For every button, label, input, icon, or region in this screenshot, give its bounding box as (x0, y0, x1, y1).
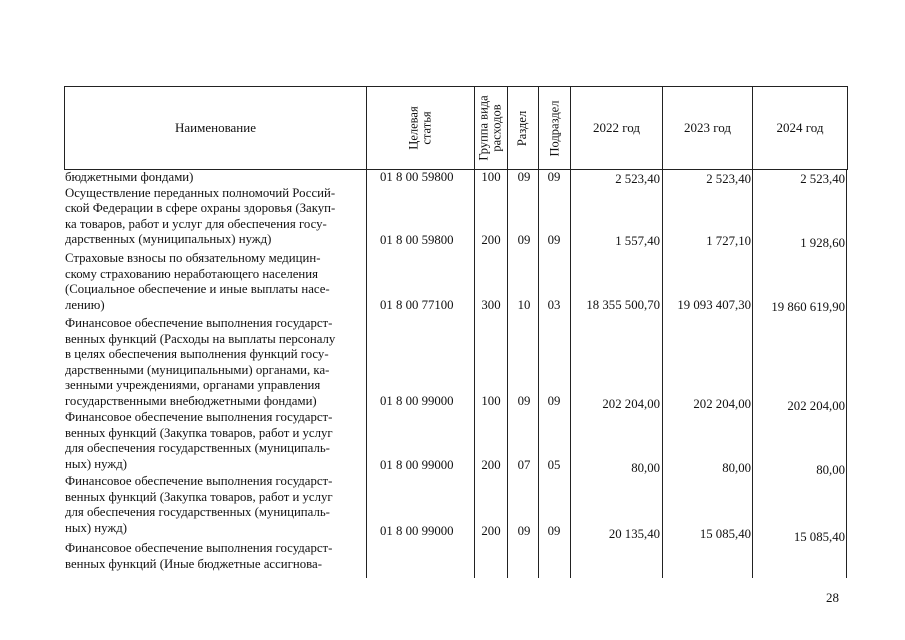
row-name-line: венных функций (Иные бюджетные ассигнова- (65, 556, 322, 571)
row-value-2022: 2 523,40 (615, 172, 660, 186)
header-section (508, 87, 539, 169)
row-name-line: дарственными (муниципальными) органами, ка- (65, 362, 330, 377)
row-group: 200 (481, 233, 501, 247)
row-value-2023: 202 204,00 (693, 397, 751, 411)
column-rule (846, 170, 847, 578)
row-name-line: ка товаров, работ и услуг для обеспечения госу- (65, 216, 327, 231)
row-section: 09 (517, 394, 531, 408)
table-row-name (65, 170, 365, 201)
column-rule (366, 170, 367, 578)
row-value-2023: 80,00 (722, 461, 751, 475)
row-name-line: Осуществление переданных полномочий Россий- (65, 185, 336, 200)
column-rule (752, 170, 753, 578)
table-row-name (65, 410, 365, 472)
row-name-line: ской Федерации в сфере охраны здоровья (Закуп- (65, 201, 336, 215)
row-name-line: венных функций (Закупка товаров, работ и услуг (65, 425, 333, 440)
row-value-2024: 1 928,60 (800, 236, 845, 250)
header-subsection (539, 87, 571, 169)
row-name-line: ных) нужд) (65, 520, 127, 535)
table-row-name (65, 316, 365, 409)
row-value-2022: 202 204,00 (602, 397, 660, 411)
row-code: 01 8 00 99000 (380, 524, 454, 538)
row-value-2024: 80,00 (816, 463, 845, 477)
row-section: 07 (517, 458, 531, 472)
row-name-line: Страховые взносы по обязательному медицин- (65, 251, 321, 265)
row-group: 200 (481, 524, 501, 538)
header-subsection-label: Подраздел (547, 100, 561, 156)
row-value-2024: 2 523,40 (800, 172, 845, 186)
header-section-label: Раздел (515, 110, 530, 146)
row-section: 09 (517, 233, 531, 247)
row-name-line: венных функций (Расходы на выплаты персоналу (65, 331, 336, 346)
row-group: 100 (481, 170, 501, 184)
row-name-line: скому страхованию неработающего населения (65, 266, 319, 281)
column-rule (507, 170, 508, 578)
header-name-label: Наименование (175, 120, 256, 135)
header-target-line1: Целевая (406, 106, 421, 150)
row-name-line: Финансовое обеспечение выполнения государст- (65, 410, 333, 424)
row-section: 10 (517, 298, 531, 312)
row-group: 300 (481, 298, 501, 312)
row-name-line: для обеспечения государственных (муниципаль- (65, 441, 330, 455)
column-rule (538, 170, 539, 578)
row-value-2024: 19 860 619,90 (771, 300, 845, 314)
row-value-2023: 2 523,40 (706, 172, 751, 186)
row-value-2024: 202 204,00 (787, 399, 845, 413)
row-name-line: зенными учреждениями, органами управления (65, 378, 321, 392)
row-subsection: 09 (547, 233, 561, 247)
header-target-label (408, 106, 434, 149)
header-2024 (753, 87, 847, 169)
row-subsection: 09 (547, 394, 561, 408)
row-subsection: 09 (547, 524, 561, 538)
row-value-2022: 80,00 (631, 461, 660, 475)
header-group-label (478, 95, 504, 160)
column-rule (570, 170, 571, 578)
row-value-2023: 15 085,40 (699, 527, 751, 541)
row-group: 100 (481, 394, 501, 408)
row-name-line: венных функций (Закупка товаров, работ и услуг (65, 489, 333, 504)
row-code: 01 8 00 99000 (380, 394, 454, 408)
header-2023 (663, 87, 753, 169)
row-name-line: Финансовое обеспечение выполнения государст- (65, 474, 333, 488)
table-row-name (65, 541, 365, 572)
table-row-name (65, 251, 365, 313)
row-value-2022: 20 135,40 (608, 527, 660, 541)
page-number: 28 (826, 590, 839, 605)
row-name-line: лению) (65, 297, 105, 312)
row-name-line: (Социальное обеспечение и иные выплаты насе- (65, 282, 330, 296)
row-subsection: 09 (547, 170, 561, 184)
column-rule (474, 170, 475, 578)
table-header (64, 86, 848, 170)
row-name-line: бюджетными фондами) (65, 170, 194, 184)
row-name-line: ных) нужд) (65, 456, 127, 471)
row-value-2022: 18 355 500,70 (586, 298, 660, 312)
row-name-line: дарственных (муниципальных) нужд) (65, 232, 272, 246)
header-target (367, 87, 475, 169)
header-group-line2: расходов (490, 104, 505, 152)
header-2024-label: 2024 год (776, 120, 824, 135)
row-name-line: Финансовое обеспечение выполнения государст- (65, 541, 333, 555)
table-row-name (65, 474, 365, 536)
header-2022-label: 2022 год (593, 120, 640, 135)
header-group-line1: Группа вида (477, 95, 492, 161)
row-code: 01 8 00 59800 (380, 170, 454, 184)
row-section: 09 (517, 524, 531, 538)
header-name (65, 87, 367, 169)
row-subsection: 05 (547, 458, 561, 472)
row-value-2023: 1 727,10 (706, 234, 751, 248)
header-2023-label: 2023 год (684, 120, 731, 135)
header-target-line2: статья (419, 111, 434, 145)
table-row-name (65, 201, 365, 248)
row-section: 09 (517, 170, 531, 184)
row-value-2022: 1 557,40 (615, 234, 660, 248)
row-name-line: для обеспечения государственных (муниципаль- (65, 505, 330, 519)
header-group (475, 87, 508, 169)
row-name-line: Финансовое обеспечение выполнения государст- (65, 316, 333, 330)
header-2022 (571, 87, 663, 169)
row-value-2023: 19 093 407,30 (677, 298, 751, 312)
row-subsection: 03 (547, 298, 561, 312)
row-code: 01 8 00 59800 (380, 233, 454, 247)
row-group: 200 (481, 458, 501, 472)
row-code: 01 8 00 77100 (380, 298, 454, 312)
row-code: 01 8 00 99000 (380, 458, 454, 472)
row-name-line: в целях обеспечения выполнения функций госу- (65, 347, 329, 361)
column-rule (662, 170, 663, 578)
row-value-2024: 15 085,40 (793, 530, 845, 544)
row-name-line: государственными внебюджетными фондами) (65, 393, 317, 408)
